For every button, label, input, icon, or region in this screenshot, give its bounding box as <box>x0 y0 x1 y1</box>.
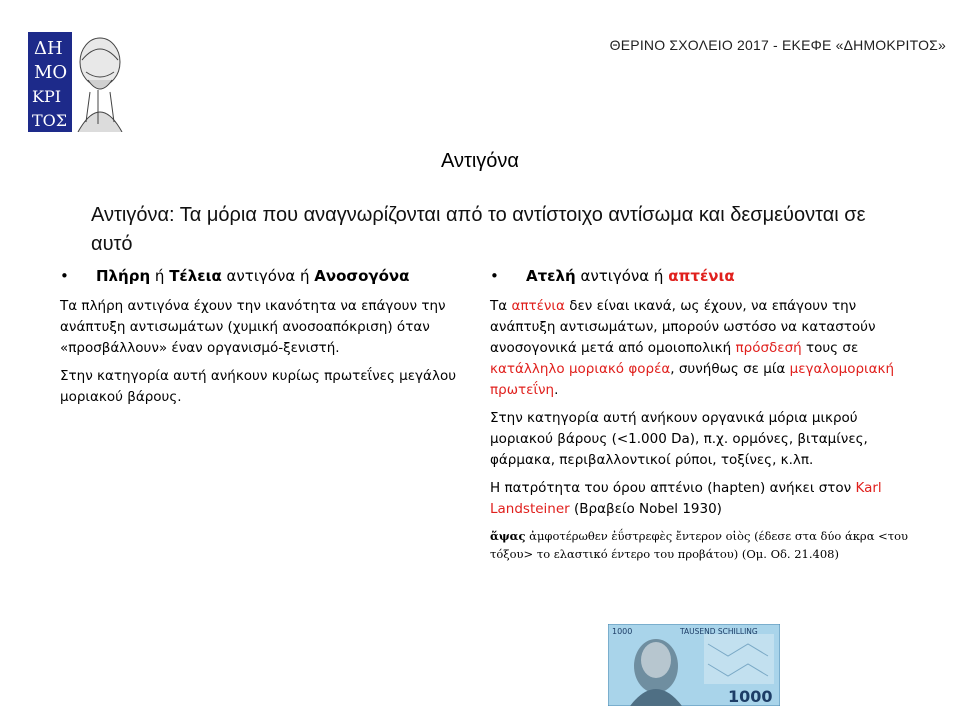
bullet-point: • <box>490 267 499 285</box>
heading-term-haptens: απτένια <box>668 267 735 285</box>
svg-text:ΚΡΙ: ΚΡΙ <box>32 87 62 106</box>
text-run: Τα <box>490 298 512 314</box>
text-run: , συνήθως σε μία <box>670 361 790 377</box>
bullet-point: • <box>60 267 69 285</box>
homer-quote <box>490 527 910 563</box>
heading-term-complete: Πλήρη <box>96 267 151 285</box>
quote-keyword: ἅψας <box>490 529 526 543</box>
highlight-term: μεγαλομοριακή πρωτεΐνη <box>490 361 895 398</box>
right-paragraph-1 <box>490 296 910 401</box>
svg-text:ΔΗ: ΔΗ <box>34 38 63 59</box>
svg-text:ΤΟΣ: ΤΟΣ <box>32 111 68 130</box>
landsteiner-name: Karl Landsteiner <box>490 480 882 517</box>
heading-connector: αντιγόνα ή <box>575 267 669 285</box>
slide-subtitle: Αντιγόνα: Τα μόρια που αναγνωρίζονται από το αντίστοιχο αντίσωμα και δεσμεύονται σε αυτό <box>91 204 866 255</box>
highlight-term: κατάλληλο μοριακό φορέα <box>490 361 671 377</box>
header-text: ΘΕΡΙΝΟ ΣΧΟΛΕΙΟ 2017 - ΕΚΕΦΕ «ΔΗΜΟΚΡΙΤΟΣ» <box>609 37 946 53</box>
right-heading <box>490 266 910 287</box>
highlight-term: απτένια <box>511 298 565 314</box>
heading-term-immunogen: Ανοσογόνα <box>314 267 410 285</box>
highlight-term: πρόσδεσή <box>735 340 802 356</box>
left-paragraph-2: Στην κατηγορία αυτή ανήκουν κυρίως πρωτεΐνες μεγάλου μοριακού βάρους. <box>60 368 457 405</box>
text-run: . <box>554 382 559 398</box>
left-column <box>60 266 475 415</box>
text-run: δεν είναι ικανά, ως έχουν, να επάγουν την ανάπτυξη αντισωμάτων, μπορούν ωστόσο να καταστούν ανοσογονικά μετά από ομοιοπολική <box>490 298 876 356</box>
heading-connector: αντιγόνα ή <box>221 267 315 285</box>
text-run: (Βραβείο Nobel 1930) <box>569 501 722 517</box>
right-paragraph-3 <box>490 478 910 520</box>
democritos-logo <box>28 32 132 132</box>
text-run: Η πατρότητα του όρου απτένιο (hapten) ανήκει στον <box>490 480 856 496</box>
svg-text:1000: 1000 <box>728 687 773 706</box>
svg-text:1000: 1000 <box>612 627 633 636</box>
svg-text:ΜΟ: ΜΟ <box>34 62 68 83</box>
text-run: τους σε <box>801 340 859 356</box>
right-paragraph-2: Στην κατηγορία αυτή ανήκουν οργανικά μόρια μικρού μοριακού βάρους (<1.000 Da), π.χ. ορμόνες, βιταμίνες, φάρμακα, περιβαλλοντικοί ρύποι, τοξίνες, κ.λπ. <box>490 410 868 468</box>
right-column <box>490 266 910 563</box>
quote-text: ἀμφοτέρωθεν ἐΰστρεφὲς ἔντερον οἰὸς (έδεσε στα δύο άκρα <του τόξου> το ελαστικό έντερο του προβάτου) (Ομ. Οδ. 21.408) <box>490 529 909 561</box>
slide-title: Αντιγόνα <box>440 150 519 172</box>
left-heading <box>60 266 475 287</box>
heading-term-incomplete: Ατελή <box>526 267 576 285</box>
landsteiner-banknote-image <box>608 624 780 706</box>
heading-term-perfect: Τέλεια <box>169 267 222 285</box>
left-paragraph-1: Τα πλήρη αντιγόνα έχουν την ικανότητα να επάγουν την ανάπτυξη αντισωμάτων (χυμική ανοσοαπόκριση) όταν «προσβάλλουν» έναν οργανισμό-ξενιστή. <box>60 298 446 356</box>
svg-text:TAUSEND SCHILLING: TAUSEND SCHILLING <box>680 627 758 636</box>
heading-connector: ή <box>150 267 170 285</box>
